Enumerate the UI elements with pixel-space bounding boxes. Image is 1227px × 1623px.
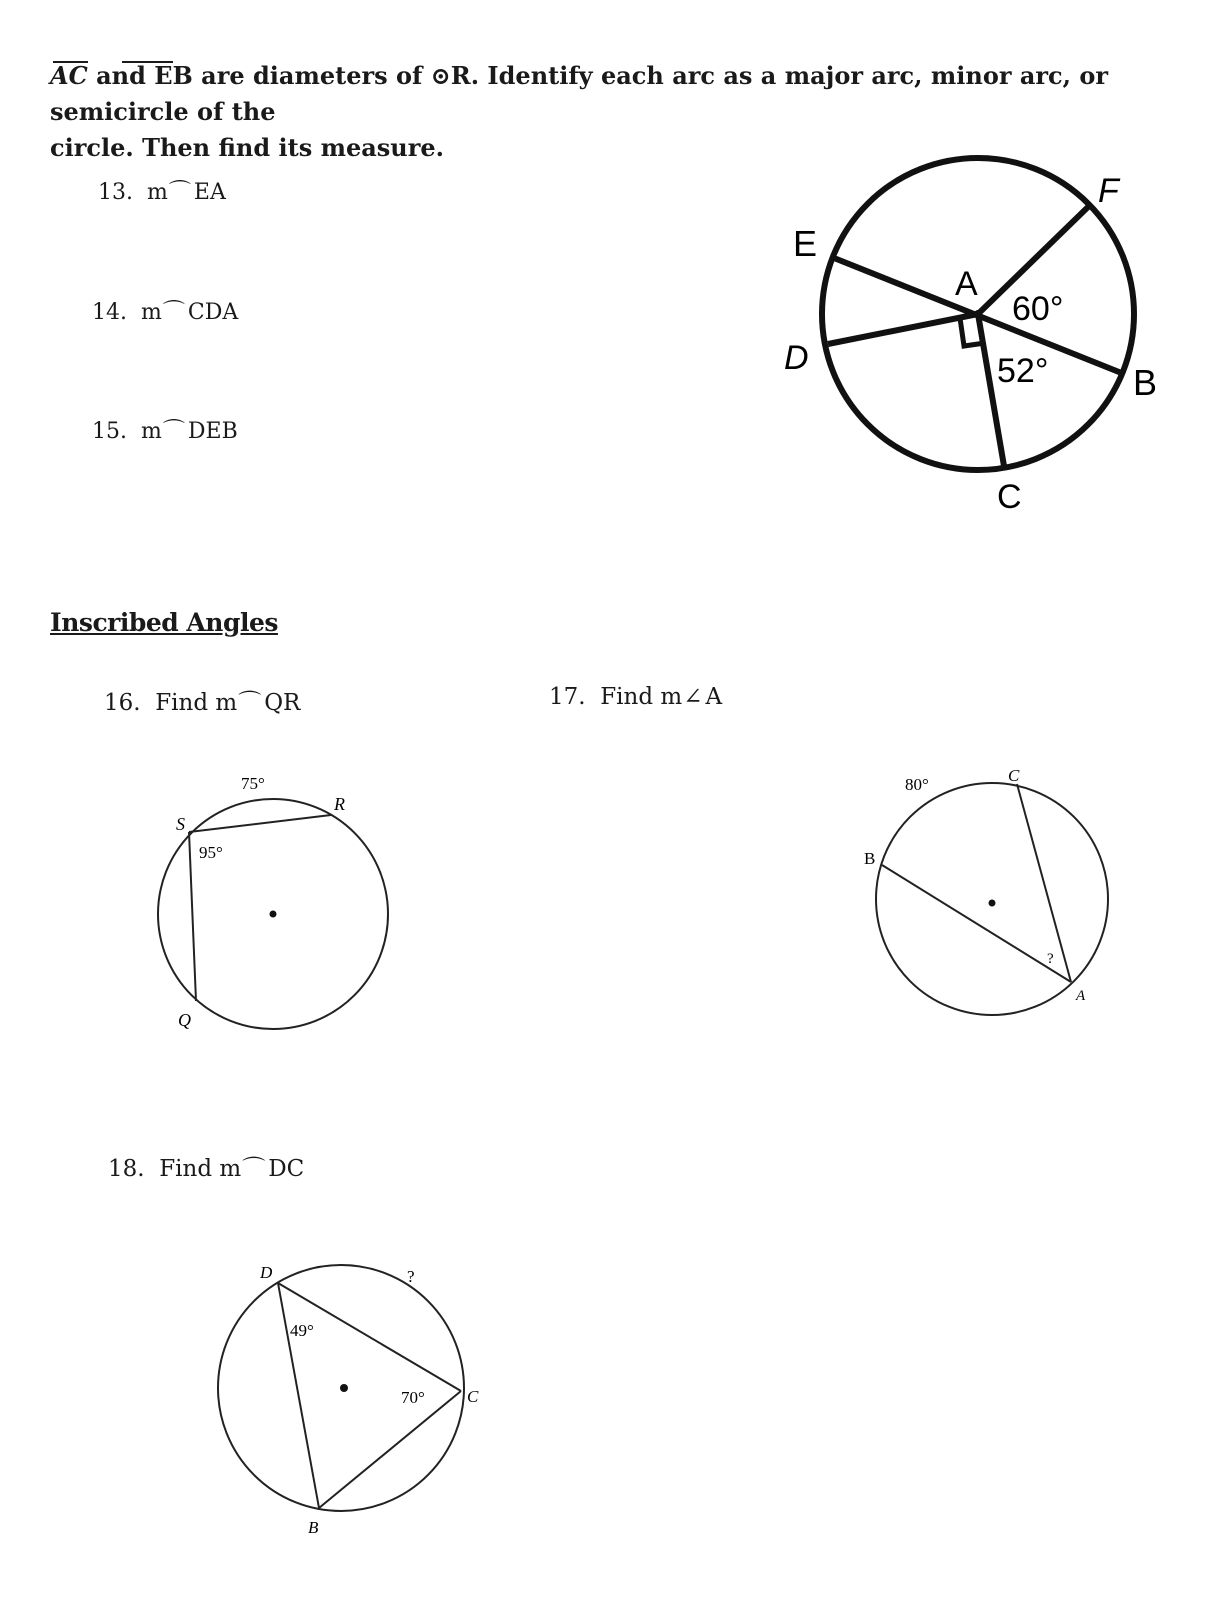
instr-text-1: and [87,61,155,90]
circle-17 [876,783,1108,1015]
figure-17 [864,766,1108,1015]
measure-prefix: m [141,300,162,325]
label-d-18: D [260,1263,273,1282]
angle-70-label: 70° [401,1388,425,1407]
arc-symbol: ⌒ [238,690,262,716]
label-b: B [1133,362,1158,403]
question-number: 17. [549,684,586,710]
chord-ca [1017,784,1071,982]
center-point-17 [989,900,996,907]
label-a-17: A [1076,988,1086,1004]
label-f: F [1098,172,1119,210]
label-s: S [176,814,185,834]
angle-60-label: 60° [1012,290,1064,328]
question-text: Find m [600,684,683,710]
angle-49-label: 49° [290,1321,314,1340]
segment-ac: AC [50,61,88,90]
chord-sq [189,832,196,1001]
arc-name: EA [193,180,226,205]
arc-name: QR [264,690,301,716]
label-q: Q [178,1010,191,1030]
angle-unknown-label: ? [1047,951,1054,967]
chord-bc [319,1391,461,1508]
segment-eb: EB [154,61,193,90]
arc-80-label: 80° [905,775,929,794]
arc-symbol: ⌒ [162,300,185,325]
question-number: 16. [104,690,141,716]
center-point-18 [340,1384,348,1392]
question-number: 14. [92,300,127,325]
instructions-line-2: circle. Then find its measure. [50,133,445,162]
arc-unknown-label: ? [407,1267,415,1286]
question-text: Find m [155,690,238,716]
radius-ac [978,314,1004,466]
arc-symbol: ⌒ [162,419,185,444]
label-b-18: B [308,1518,319,1537]
instr-text-2: are diameters of [192,61,431,90]
measure-prefix: m [141,419,162,444]
arc-symbol: ⌒ [168,180,191,205]
label-r: R [334,794,345,814]
angle-symbol: ∠ [683,684,703,710]
label-b-17: B [864,849,876,868]
circle-figure-diameters [784,158,1157,516]
arc-symbol: ⌒ [242,1156,266,1182]
label-e: E [793,223,818,264]
question-number: 15. [92,419,127,444]
question-number: 13. [98,180,133,205]
label-d: D [784,339,809,377]
chord-ba [882,865,1071,982]
arc-75-label: 75° [241,774,265,793]
angle-95-label: 95° [199,843,223,862]
chord-db [278,1283,319,1508]
question-text: Find m [159,1156,242,1182]
arc-name: DEB [187,419,238,444]
section-heading: Inscribed Angles [50,608,278,637]
label-c-18: C [467,1387,479,1406]
figure-18 [218,1263,479,1537]
label-c: C [997,478,1022,516]
figure-16 [158,774,388,1030]
radius-ad [828,314,978,344]
circle-symbol: ⊙ [430,61,451,90]
measure-prefix: m [147,180,168,205]
arc-name: DC [268,1156,305,1182]
arc-name: CDA [187,300,239,325]
angle-52-label: 52° [997,352,1049,390]
question-number: 18. [108,1156,145,1182]
label-c-17: C [1008,766,1020,785]
center-point-16 [270,911,277,918]
center-point [974,310,982,318]
label-a: A [955,265,978,303]
angle-name: A [705,684,723,710]
instr-text-3: R. Identify each arc as a major arc, minor arc, or semicircle of the [50,61,1108,126]
